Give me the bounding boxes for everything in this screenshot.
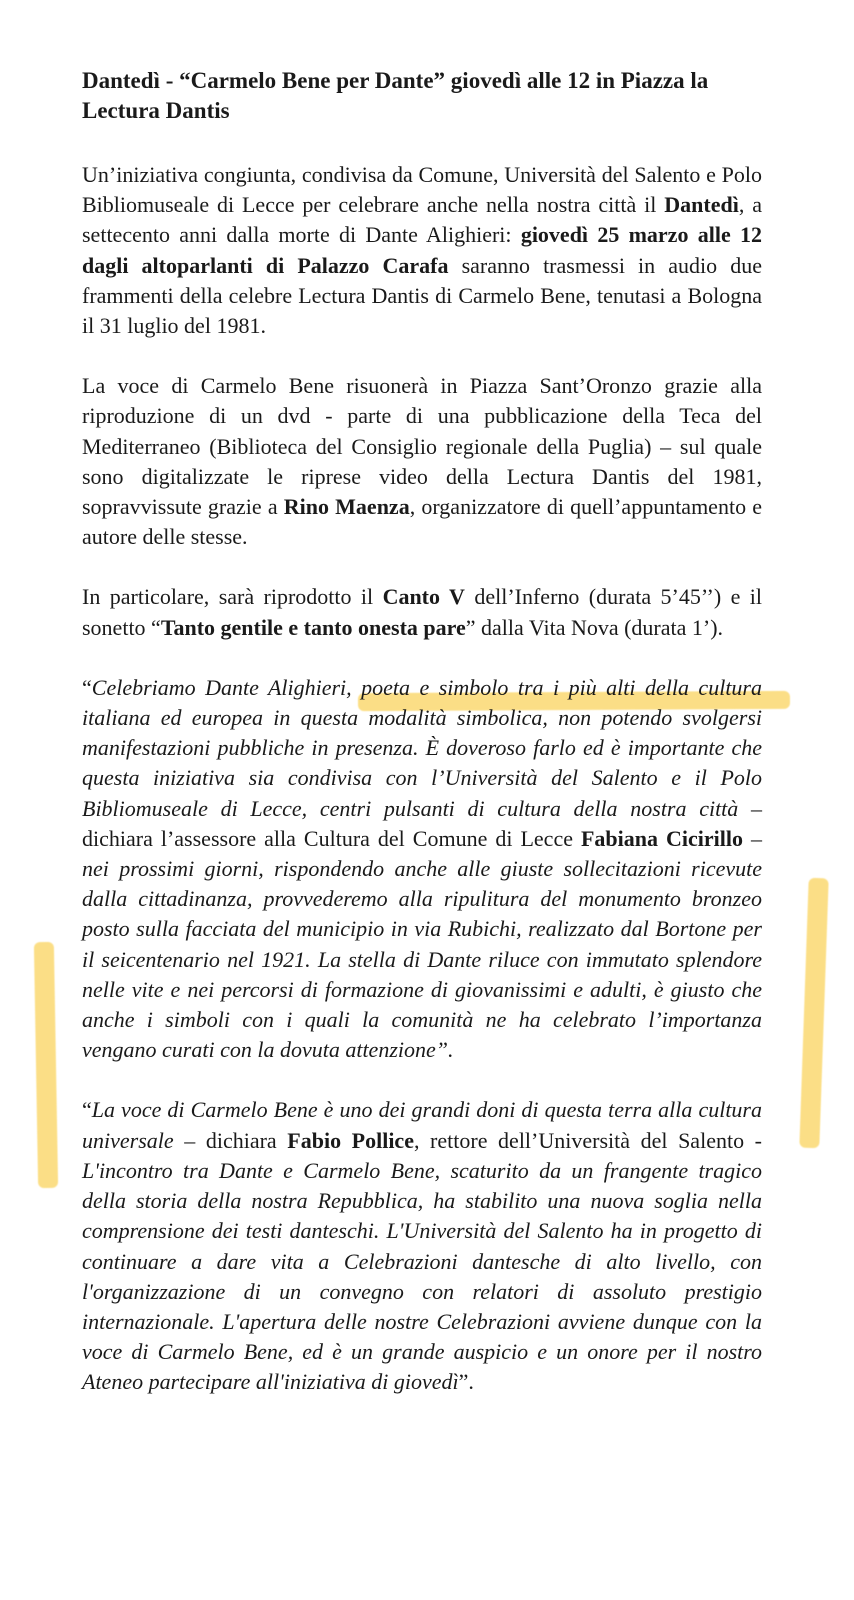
text-run: ” dalla Vita Nova (durata 1’). — [465, 614, 724, 640]
text-run: Un’iniziativa congiunta, condivisa da Comune, Università del Salento e Polo Bibliomuseale di Lecce per celebrare anche nella nostra città il — [82, 162, 762, 218]
text-run: , a settecento anni dalla morte di Dante Alighieri: — [82, 192, 762, 248]
text-run: La voce di Carmelo Bene risuonerà in Piazza Sant’Oronzo grazie alla riproduzione di un dvd - parte di una pubblicazione della Teca del Mediterraneo (Biblioteca del Consiglio regionale della Puglia) – sul quale sono digitalizzate le riprese video della Lectura Dantis del 1981, sopravvissute grazie a — [82, 373, 762, 520]
text-run: “ — [82, 674, 92, 700]
paragraph-quote-pollice — [82, 1095, 762, 1397]
quote-italic: La voce di Carmelo Bene è uno dei grandi doni di questa terra alla cultura universale — [82, 1097, 762, 1153]
text-run: , organizzatore di quell’appuntamento e autore delle stesse. — [82, 494, 762, 550]
bold-fabiana-cicirillo: Fabiana Cicirillo — [580, 825, 743, 851]
bold-dantedi: Dantedì — [664, 192, 739, 218]
text-run: dell’Inferno (durata 5’45’’) e il sonetto “ — [82, 584, 762, 640]
text-run: saranno trasmessi in audio due frammenti della celebre Lectura Dantis di Carmelo Bene, tenutasi a Bologna il 31 luglio del 1981. — [82, 252, 762, 339]
paragraph-voice — [82, 371, 762, 552]
quote-italic: L'incontro tra Dante e Carmelo Bene, scaturito da un frangente tragico della storia della nostra Repubblica, ha stabilito una nuova soglia nella comprensione dei testi danteschi. L'Università del Salento ha in progetto di continuare a dare vita a Celebrazioni dantesche di alto livello, con l'organizzazione di un convegno con relatori di assoluto prestigio internazionale. L'apertura delle nostre Celebrazioni avviene dunque con la voce di Carmelo Bene, ed è un grande auspicio e un onore per il nostro Ateneo partecipare all'iniziativa di giovedì — [82, 1157, 762, 1395]
bold-sonnet-title: Tanto gentile e tanto onesta pare — [160, 614, 466, 640]
highlighter-stroke-right — [799, 878, 828, 1149]
text-run: “ — [82, 1097, 92, 1123]
paragraph-quote-cicirillo — [82, 673, 762, 1066]
paragraph-intro — [82, 160, 762, 341]
article — [82, 66, 762, 1398]
bold-fabio-pollice: Fabio Pollice — [287, 1127, 414, 1153]
article-title: Dantedì - “Carmelo Bene per Dante” giovedì alle 12 in Piazza la Lectura Dantis — [82, 68, 709, 123]
bold-rino-maenza: Rino Maenza — [283, 494, 410, 520]
quote-italic: Celebriamo Dante Alighieri, poeta e simbolo tra i più alti della cultura italiana ed europea in questa modalità simbolica, non potendo svolgersi manifestazioni pubbliche in presenza. È doveroso farlo ed è importante che questa iniziativa sia condivisa con l’Università del Salento e il Polo Bibliomuseale di Lecce, centri pulsanti di cultura della nostra città — [82, 674, 762, 821]
bold-date-place: giovedì 25 marzo alle 12 dagli altoparlanti di Palazzo Carafa — [82, 222, 762, 278]
text-run: ”. — [458, 1369, 474, 1395]
highlighter-stroke-left — [34, 942, 58, 1188]
text-run: In particolare, sarà riprodotto il — [82, 584, 383, 610]
bold-canto-v: Canto V — [382, 584, 465, 610]
paragraph-program — [82, 582, 762, 642]
text-run: , rettore dell’Università del Salento - — [413, 1127, 762, 1153]
text-run: – dichiara l’assessore alla Cultura del Comune di Lecce — [82, 795, 762, 851]
quote-italic: nei prossimi giorni, rispondendo anche alle giuste sollecitazioni ricevute dalla cittadinanza, provvederemo alla ripulitura del monumento bronzeo posto sulla facciata del municipio in via Rubichi, realizzato dal Bortone per il seicentenario nel 1921. La stella di Dante riluce con immutato splendore nelle vite e nei percorsi di formazione di giovanissimi e adulti, è giusto che anche i simboli con i quali la comunità ne ha celebrato l’importanza vengano curati con la dovuta attenzione”. — [82, 856, 762, 1063]
text-run: – — [743, 825, 763, 851]
text-run: – dichiara — [173, 1127, 288, 1153]
